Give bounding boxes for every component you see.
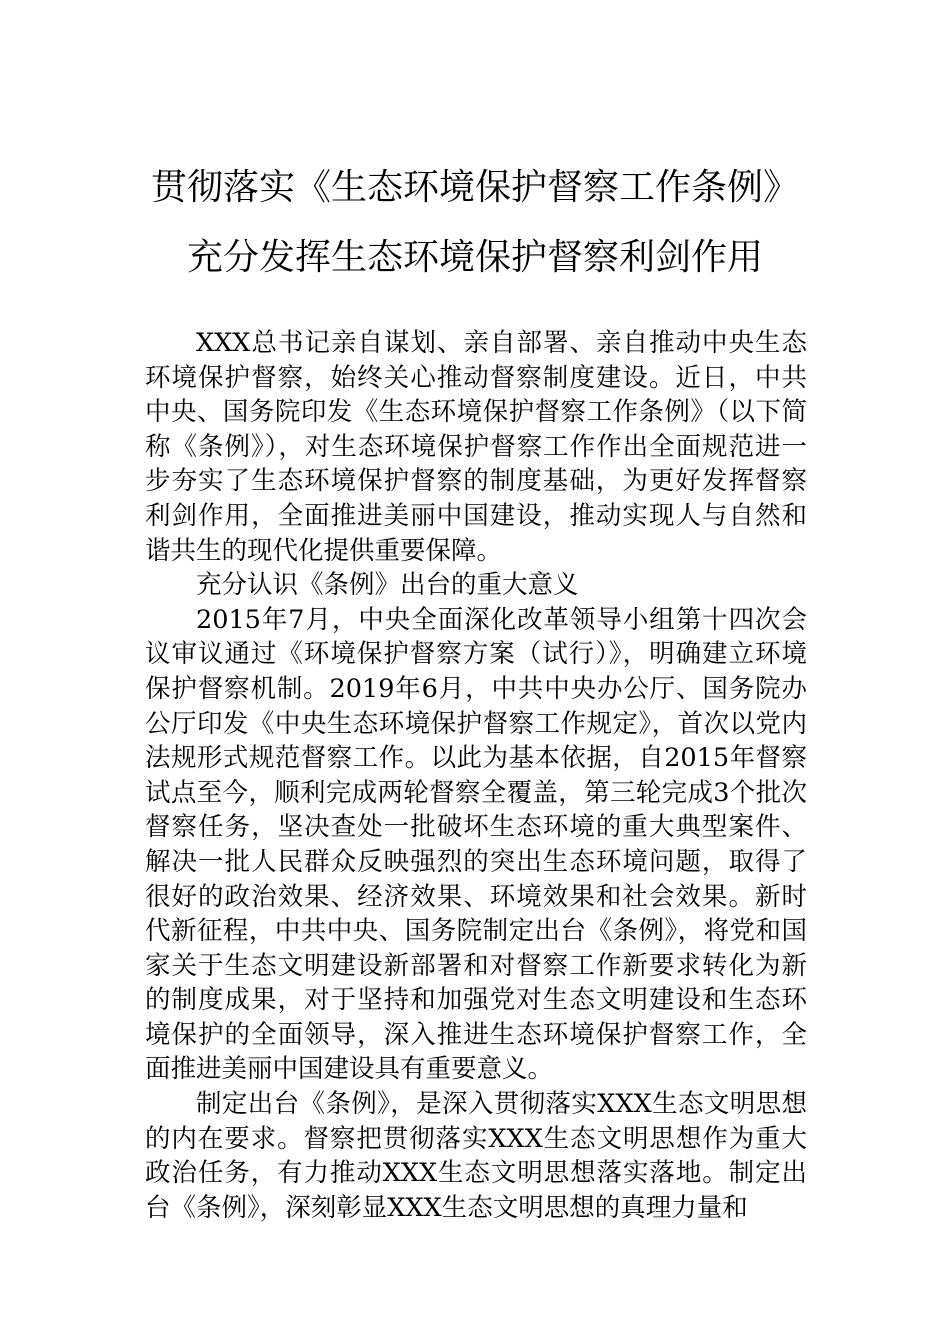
paragraph-significance: 制定出台《条例》，是深入贯彻落实XXX生态文明思想的内在要求。督察把贯彻落实XXX生态文明思想作为重大政治任务，有力推动XXX生态文明思想落实落地。制定出台《条例》，深刻彰显XXX生态文明思想的真理力量和 [145, 1089, 807, 1223]
document-title-line-1: 贯彻落实《生态环境保护督察工作条例》 [150, 167, 799, 208]
paragraph-intro: XXX总书记亲自谋划、亲自部署、亲自推动中央生态环境保护督察，始终关心推动督察制度建设。近日，中共中央、国务院印发《生态环境保护督察工作条例》（以下简称《条例》），对生态环境保护督察工作作出全面规范进一步夯实了生态环境保护督察的制度基础，为更好发挥督察利剑作用，全面推进美丽中国建设，推动实现人与自然和谐共生的现代化提供重要保障。 [145, 328, 807, 566]
document-body [145, 326, 807, 1225]
paragraph-background: 2015年7月，中央全面深化改革领导小组第十四次会议审议通过《环境保护督察方案（试行）》，明确建立环境保护督察机制。2019年6月，中共中央办公厅、国务院办公厅印发《中央生态环境保护督察工作规定》，首次以党内法规形式规范督察工作。以此为基本依据，自2015年督察试点至今，顺利完成两轮督察全覆盖，第三轮完成3个批次督察任务，坚决查处一批破坏生态环境的重大典型案件、解决一批人民群众反映强烈的突出生态环境问题，取得了很好的政治效果、经济效果、环境效果和社会效果。新时代新征程，中共中央、国务院制定出台《条例》，将党和国家关于生态文明建设新部署和对督察工作新要求转化为新的制度成果，对于坚持和加强党对生态文明建设和生态环境保护的全面领导，深入推进生态环境保护督察工作，全面推进美丽中国建设具有重要意义。 [145, 604, 807, 1085]
document-title-line-2: 充分发挥生态环境保护督察利剑作用 [186, 237, 763, 278]
section-heading: 充分认识《条例》出台的重大意义 [196, 570, 579, 601]
